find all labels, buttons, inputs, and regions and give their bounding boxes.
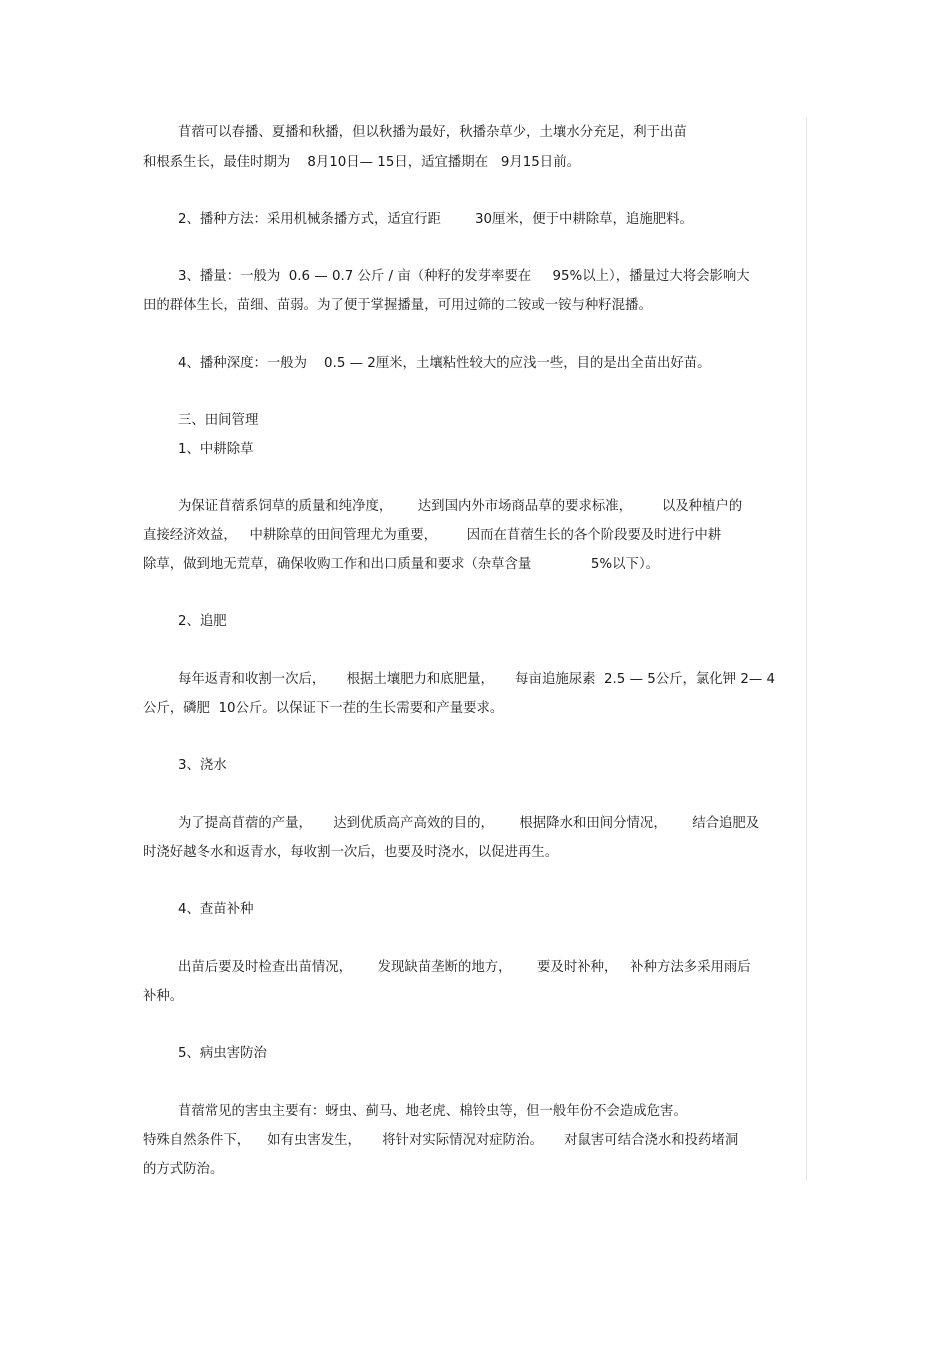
subsection-heading: 4、查苗补种	[178, 902, 254, 917]
paragraph-line: 为保证苜蓿系饲草的质量和纯净度， 达到国内外市场商品草的要求标准， 以及种植户的	[178, 499, 743, 514]
paragraph-line: 田的群体生长，苗细、苗弱。为了便于掌握播量，可用过筛的二铵或一铵与种籽混播。	[143, 298, 652, 313]
paragraph-line: 苜蓿常见的害虫主要有：蚜虫、蓟马、地老虎、棉铃虫等，但一般年份不会造成危害。	[178, 1104, 687, 1119]
paragraph-line: 为了提高苜蓿的产量， 达到优质高产高效的目的， 根据降水和田间分情况， 结合追肥及	[178, 816, 760, 831]
subsection-heading: 5、病虫害防治	[178, 1046, 267, 1061]
paragraph-line: 出苗后要及时检查出苗情况， 发现缺苗垄断的地方， 要及时补种， 补种方法多采用雨后	[178, 960, 751, 975]
paragraph-line: 2、播种方法：采用机械条播方式，适宜行距 30厘米，便于中耕除草，追施肥料。	[178, 212, 693, 227]
paragraph-line: 每年返青和收割一次后， 根据土壤肥力和底肥量， 每亩追施尿素 2.5 — 5公斤，氯化钾 2— 4	[178, 672, 776, 687]
paragraph-line: 和根系生长，最佳时期为 8月10日— 15日，适宜播期在 9月15日前。	[143, 155, 580, 170]
paragraph-line: 特殊自然条件下， 如有虫害发生， 将针对实际情况对症防治。 对鼠害可结合浇水和投药堵洞	[143, 1133, 739, 1148]
paragraph-line: 时浇好越冬水和返青水，每收割一次后，也要及时浇水，以促进再生。	[143, 845, 559, 860]
page-right-border	[806, 118, 807, 1180]
subsection-heading: 3、浇水	[178, 758, 227, 773]
subsection-heading: 1、中耕除草	[178, 442, 254, 457]
section-heading: 三、田间管理	[178, 413, 259, 428]
paragraph-line: 苜蓿可以春播、夏播和秋播，但以秋播为最好，秋播杂草少，土壤水分充足，利于出苗	[178, 125, 687, 140]
subsection-heading: 2、追肥	[178, 614, 227, 629]
paragraph-line: 补种。	[143, 989, 184, 1004]
paragraph-line: 公斤，磷肥 10公斤。以保证下一茬的生长需要和产量要求。	[143, 701, 504, 716]
paragraph-line: 的方式防治。	[143, 1162, 224, 1177]
paragraph-line: 4、播种深度：一般为 0.5 — 2厘米，土壤粘性较大的应浅一些，目的是出全苗出好苗。	[178, 356, 711, 371]
paragraph-line: 直接经济效益， 中耕除草的田间管理尤为重要， 因而在苜蓿生长的各个阶段要及时进行中耕	[143, 528, 722, 543]
paragraph-line: 除草，做到地无荒草，确保收购工作和出口质量和要求（杂草含量 5%以下）。	[143, 557, 660, 572]
paragraph-line: 3、播量：一般为 0.6 — 0.7 公斤 / 亩（种籽的发芽率要在 95%以上），播量过大将会影响大	[178, 269, 750, 284]
